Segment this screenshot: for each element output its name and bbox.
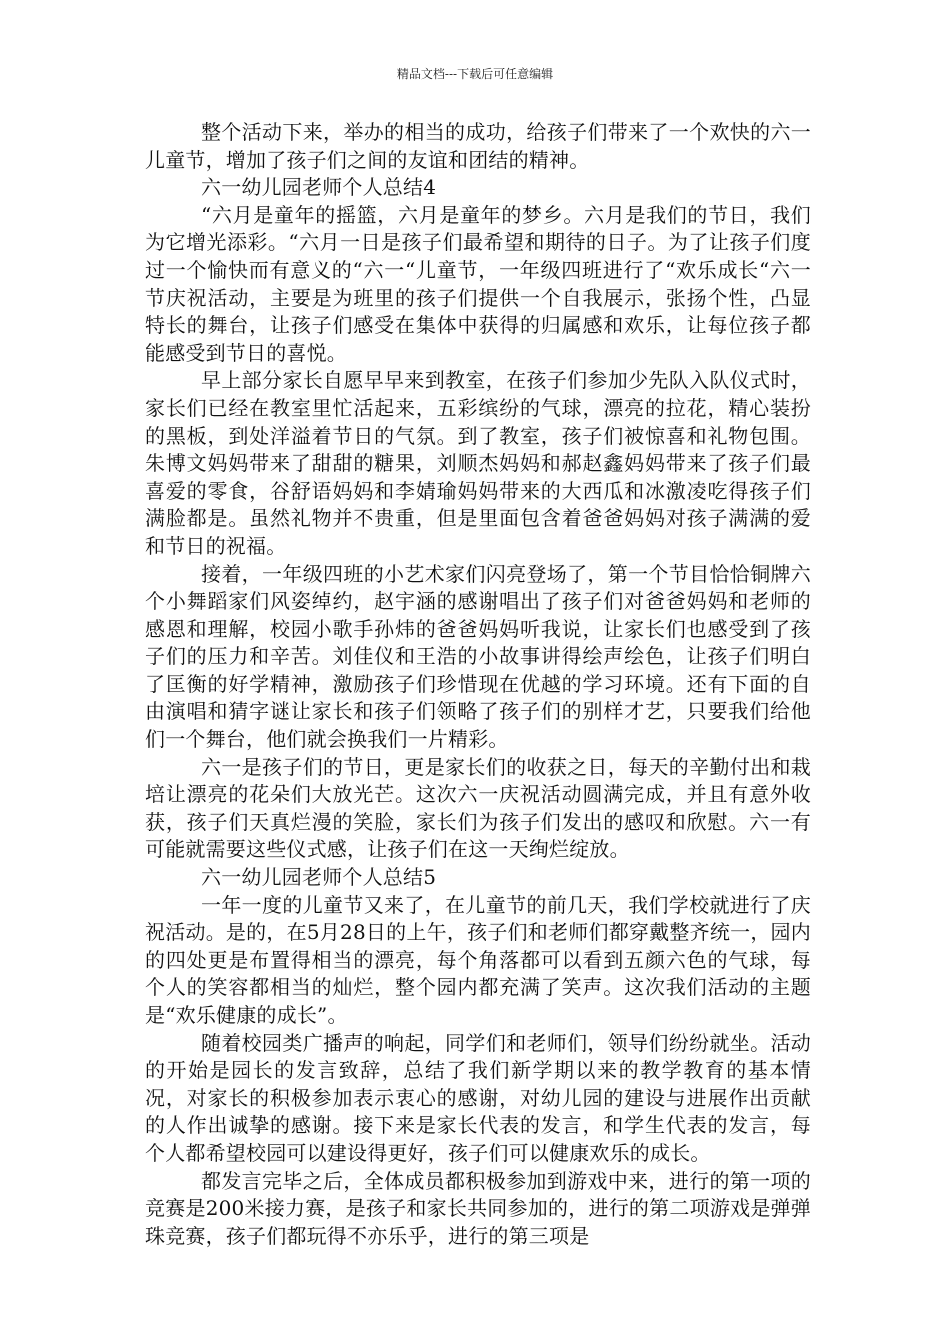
paragraph: 六一是孩子们的节日，更是家长们的收获之日，每天的辛勤付出和栽培让漂亮的花朵们大放光芒。这次六一庆祝活动圆满完成，并且有意外收获，孩子们天真烂漫的笑脸，家长们为孩子们发出的感叹和欣慰。六一有可能就需要这些仪式感，让孩子们在这一天绚烂绽放。 <box>145 754 811 862</box>
section-heading: 六一幼儿园老师个人总结4 <box>201 175 437 200</box>
paragraph: 接着，一年级四班的小艺术家们闪亮登场了，第一个节目恰恰铜牌六个小舞蹈家们风姿绰约，赵宇涵的感谢唱出了孩子们对爸爸妈妈和老师的感恩和理解，校园小歌手孙炜的爸爸妈妈听我说，让家长们也感受到了孩子们的压力和辛苦。刘佳仪和王浩的小故事讲得绘声绘色，让孩子们明白了匡衡的好学精神，激励孩子们珍惜现在优越的学习环境。还有下面的自由演唱和猜字谜让家长和孩子们领略了孩子们的别样才艺，只要我们给他们一个舞台，他们就会换我们一片精彩。 <box>145 561 811 752</box>
paragraph: “六月是童年的摇篮，六月是童年的梦乡。六月是我们的节日，我们为它增光添彩。“六月一日是孩子们最希望和期待的日子。为了让孩子们度过一个愉快而有意义的“六一“儿童节，一年级四班进行了“欢乐成长“六一节庆祝活动，主要是为班里的孩子们提供一个自我展示，张扬个性，凸显特长的舞台，让孩子们感受在集体中获得的归属感和欢乐，让每位孩子都能感受到节日的喜悦。 <box>145 202 811 365</box>
paragraph: 随着校园类广播声的响起，同学们和老师们，领导们纷纷就坐。活动的开始是园长的发言致辞，总结了我们新学期以来的教学教育的基本情况，对家长的积极参加表示衷心的感谢，对幼儿园的建设与进展作出贡献的人作出诚挚的感谢。接下来是家长代表的发言，和学生代表的发言，每个人都希望校园可以建设得更好，孩子们可以健康欢乐的成长。 <box>145 1030 811 1165</box>
page-header: 精品文档---下载后可任意编辑 <box>396 67 554 81</box>
paragraph: 整个活动下来，举办的相当的成功，给孩子们带来了一个欢快的六一儿童节，增加了孩子们之间的友谊和团结的精神。 <box>145 120 811 172</box>
section-heading: 六一幼儿园老师个人总结5 <box>201 865 437 890</box>
paragraph: 一年一度的儿童节又来了，在儿童节的前几天，我们学校就进行了庆祝活动。是的，在5月28日的上午，孩子们和老师们都穿戴整齐统一，园内的四处更是布置得相当的漂亮，每个角落都可以看到五颜六色的气球，每个人的笑容都相当的灿烂，整个园内都充满了笑声。这次我们活动的主题是“欢乐健康的成长”。 <box>145 892 811 1027</box>
document-body <box>145 119 811 1250</box>
paragraph: 都发言完毕之后，全体成员都积极参加到游戏中来，进行的第一项的竞赛是200米接力赛，是孩子和家长共同参加的，进行的第二项游戏是弹弹珠竞赛，孩子们都玩得不亦乐乎，进行的第三项是 <box>145 1168 811 1248</box>
paragraph: 早上部分家长自愿早早来到教室，在孩子们参加少先队入队仪式时，家长们已经在教室里忙活起来，五彩缤纷的气球，漂亮的拉花，精心装扮的黑板，到处洋溢着节日的气氛。到了教室，孩子们被惊喜和礼物包围。朱博文妈妈带来了甜甜的糖果，刘顺杰妈妈和郝赵鑫妈妈带来了孩子们最喜爱的零食，谷舒语妈妈和李婧瑜妈妈带来的大西瓜和冰激凌吃得孩子们满脸都是。虽然礼物并不贵重，但是里面包含着爸爸妈妈对孩子满满的爱和节日的祝福。 <box>145 368 811 558</box>
